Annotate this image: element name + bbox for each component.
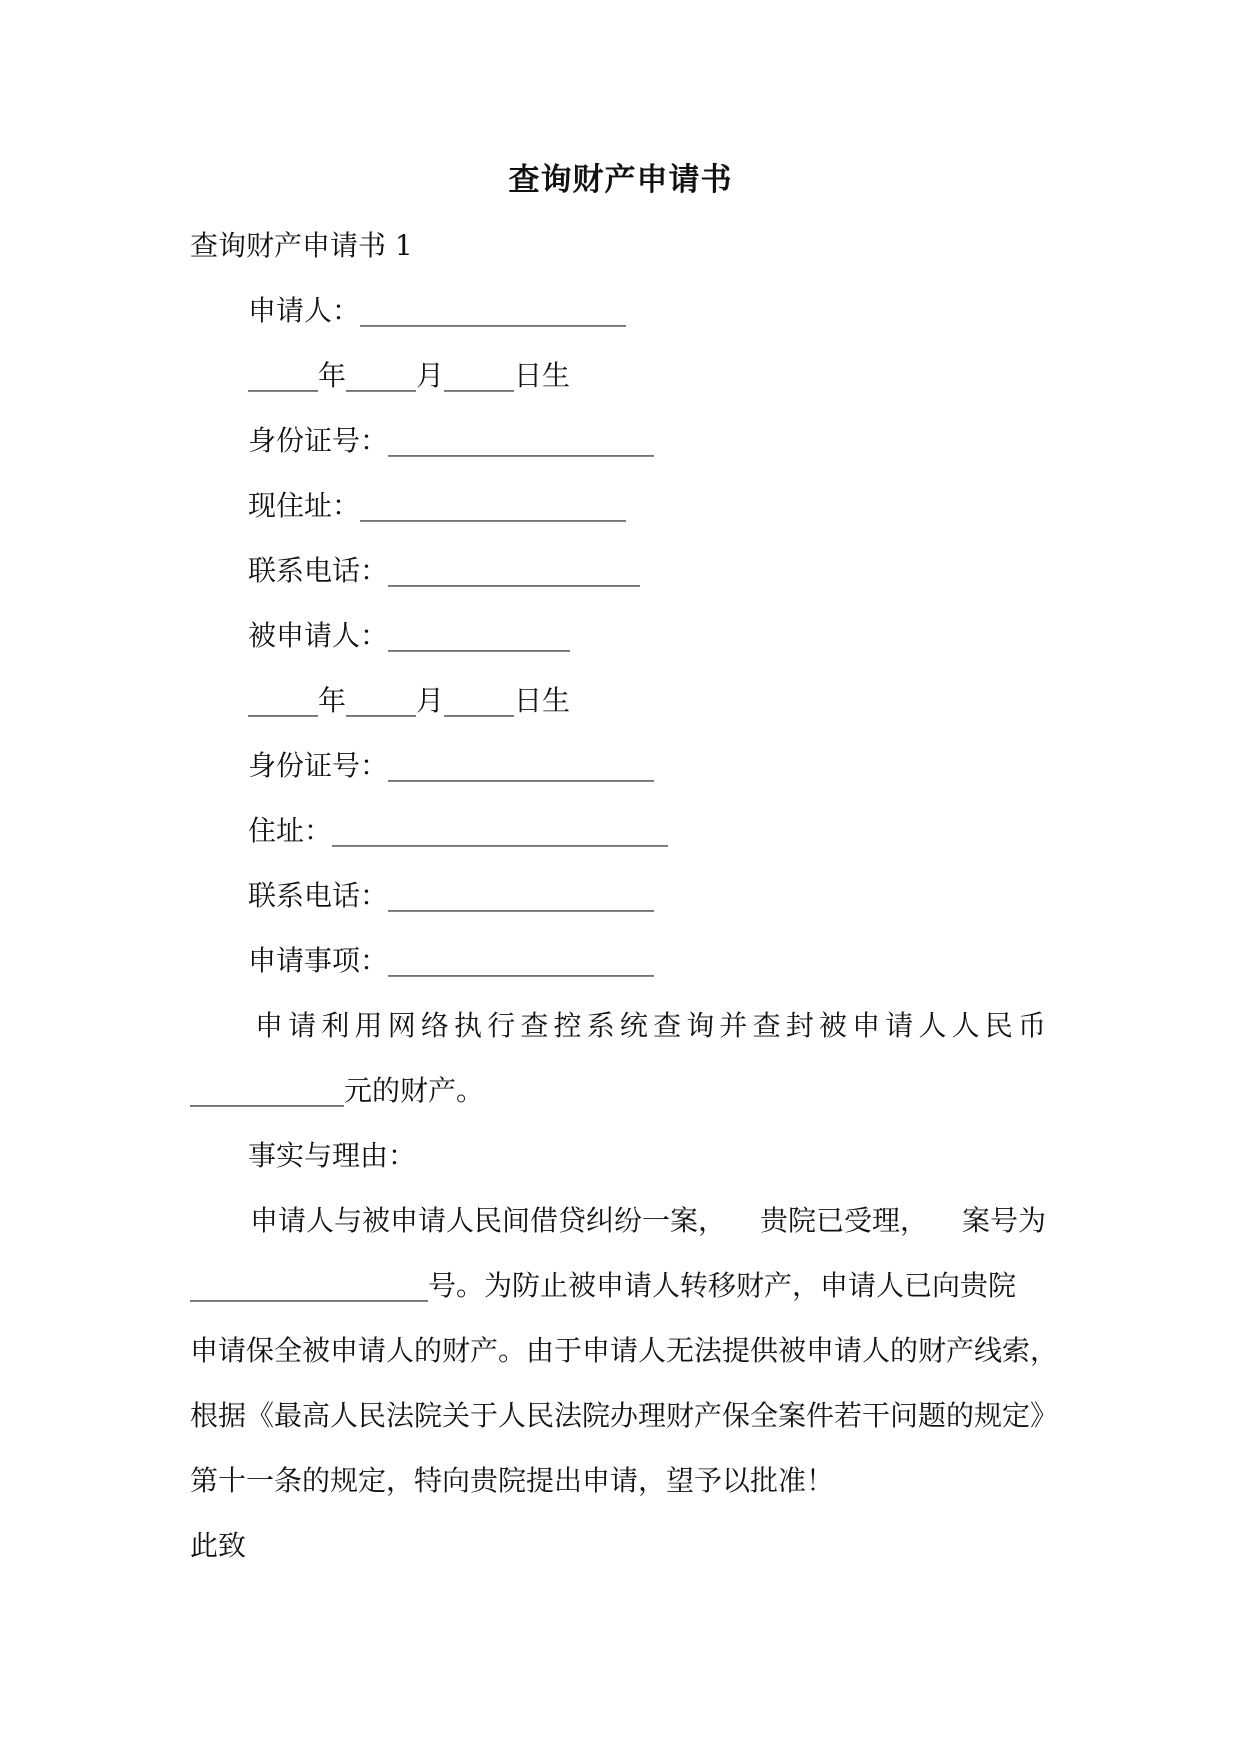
respondent-phone-line: 联系电话：___________________ [248, 879, 655, 912]
request-char: 统 [619, 1009, 648, 1042]
document-title: 查询财产申请书 [508, 162, 733, 198]
facts-line1-part3: 案号为 [961, 1204, 1046, 1237]
request-char: 执 [454, 1009, 483, 1042]
request-char: 络 [420, 1009, 449, 1042]
facts-line1 [250, 1201, 1046, 1241]
facts-line5: 第十一条的规定，特向贵院提出申请，望予以批准！ [190, 1464, 835, 1497]
respondent-address-line: 住址：________________________ [248, 814, 669, 847]
facts-line4: 根据《最高人民法院关于人民法院办理财产保全案件若干问题的规定》 [190, 1399, 1059, 1432]
request-text-line2: ___________元的财产。 [190, 1074, 485, 1107]
request-char: 网 [387, 1009, 416, 1042]
request-char: 控 [553, 1009, 582, 1042]
document-subtitle: 查询财产申请书 1 [190, 229, 413, 262]
request-char: 人 [951, 1009, 980, 1042]
facts-heading: 事实与理由： [248, 1139, 417, 1172]
respondent-id-line: 身份证号：___________________ [248, 749, 655, 782]
respondent-birth-line: _____年_____月_____日生 [248, 684, 571, 717]
applicant-id-line: 身份证号：___________________ [248, 424, 655, 457]
request-char: 并 [719, 1009, 748, 1042]
request-char: 被 [818, 1009, 847, 1042]
request-char: 行 [487, 1009, 516, 1042]
closing-text: 此致 [190, 1529, 247, 1562]
request-char: 币 [1017, 1009, 1046, 1042]
request-char: 申 [255, 1009, 284, 1042]
applicant-address-line: 现住址：___________________ [248, 489, 627, 522]
applicant-birth-line: _____年_____月_____日生 [248, 359, 571, 392]
facts-line1-part1: 申请人与被申请人民间借贷纠纷一案， [250, 1204, 727, 1237]
applicant-name-line: 申请人：___________________ [248, 294, 627, 327]
facts-line1-part2: 贵院已受理， [759, 1204, 928, 1237]
matter-line: 申请事项：___________________ [248, 944, 655, 977]
request-char: 询 [686, 1009, 715, 1042]
request-char: 查 [653, 1009, 682, 1042]
request-char: 请 [288, 1009, 317, 1042]
respondent-name-line: 被申请人：_____________ [248, 619, 571, 652]
request-char: 民 [984, 1009, 1013, 1042]
request-char: 申 [852, 1009, 881, 1042]
facts-line2: _________________号。为防止被申请人转移财产，申请人已向贵院 [190, 1269, 1017, 1302]
request-char: 查 [752, 1009, 781, 1042]
request-text-line1 [255, 1006, 1046, 1046]
request-char: 系 [586, 1009, 615, 1042]
applicant-phone-line: 联系电话：__________________ [248, 554, 641, 587]
request-char: 查 [520, 1009, 549, 1042]
request-char: 用 [354, 1009, 383, 1042]
facts-line3: 申请保全被申请人的财产。由于申请人无法提供被申请人的财产线索， [190, 1334, 1059, 1367]
request-char: 利 [321, 1009, 350, 1042]
request-char: 请 [885, 1009, 914, 1042]
request-char: 人 [918, 1009, 947, 1042]
request-char: 封 [785, 1009, 814, 1042]
